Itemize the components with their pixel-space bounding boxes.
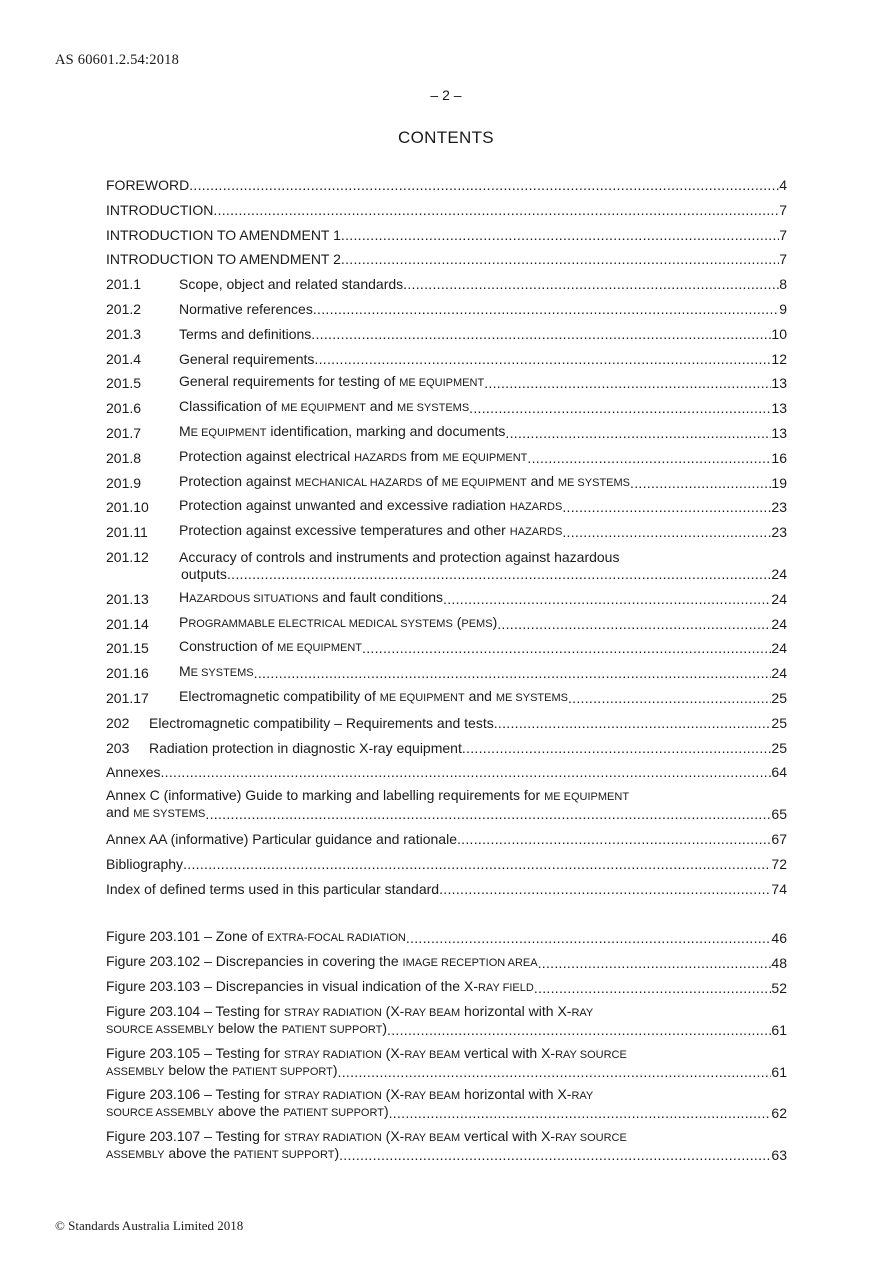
toc-text-part: Protection against excessive temperatures and other [179,522,510,539]
toc-text-part: Accuracy of controls and instruments and protection against hazardous [179,548,620,565]
page-title: CONTENTS [398,128,494,147]
toc-text-part: ROGRAMMABLE ELECTRICAL MEDICAL SYSTEMS [188,617,453,630]
toc-text-part: AZARDOUS SITUATIONS [189,592,319,605]
toc-text-part: vertical with X- [460,1128,556,1145]
toc-text-part: RAY [571,1090,594,1103]
toc-text-part: PATIENT SUPPORT [283,1107,384,1120]
toc-text-part: RAY BEAM [404,1090,461,1103]
toc-title [106,176,189,194]
toc-title [179,662,254,682]
toc-title [179,397,469,417]
toc-title [106,226,341,244]
toc-entry[interactable] [106,268,787,293]
toc-text-part: Scope, object and related standards [179,276,404,293]
toc-page-number: 13 [771,400,787,417]
toc-text-part: HAZARDS [509,526,563,539]
toc-page-number: 4 [779,177,787,193]
toc-entry[interactable] [106,732,787,757]
toc-text-part: horizontal with X- [460,1002,572,1019]
toc-title [106,1144,339,1164]
toc-text-part: ) [332,1061,338,1078]
toc-text-part: HAZARDS [354,451,407,464]
toc-title [179,325,311,343]
toc-text-part: P [179,613,189,630]
toc-dot-leader [189,176,779,194]
toc-text-part: (X- [381,1086,405,1103]
toc-text-part: (X- [381,1002,405,1019]
toc-text-part: STRAY RADIATION [283,1048,382,1061]
toc-dot-leader [562,523,771,541]
toc-text-part: from [406,447,443,464]
toc-dot-leader [341,250,779,268]
toc-text-part: above the [164,1145,234,1162]
toc-entry[interactable] [106,1039,787,1081]
toc-entry[interactable] [106,293,787,318]
toc-text-part: E SYSTEMS [190,667,254,680]
toc-dot-leader [462,739,772,757]
toc-entry[interactable] [106,442,787,467]
toc-text-part: below the [164,1061,233,1078]
toc-dot-leader [406,929,772,947]
toc-text-part: EXTRA-FOCAL RADIATION [267,932,406,945]
toc-text-part: ME SYSTEMS [397,402,470,415]
toc-dot-leader [213,201,779,219]
toc-entry[interactable] [106,194,787,219]
toc-page-number: 19 [771,474,787,491]
toc-entry[interactable] [106,972,787,997]
toc-text-part: HAZARDS [509,501,563,514]
toc-text-part: IMAGE RECEPTION AREA [402,957,538,970]
toc-text-part: ME SYSTEMS [495,691,568,704]
copyright-notice: © Standards Australia Limited 2018 [55,1218,244,1233]
toc-entry[interactable] [106,516,787,541]
toc-page-number: 7 [779,201,787,218]
toc-text-part: Protection against electrical [179,447,355,464]
toc-dot-leader [341,226,779,244]
toc-text-part: STRAY RADIATION [283,1006,382,1019]
toc-text-part: PATIENT SUPPORT [281,1023,383,1036]
toc-title [179,687,568,707]
toc-page-number: 24 [771,615,787,632]
toc-page-number: 61 [771,1063,787,1080]
toc-dot-leader [183,855,771,873]
toc-text-part: ) [383,1103,389,1120]
toc-dot-leader [497,615,771,633]
toc-dot-leader [494,714,772,732]
toc-text-part: and [365,398,398,415]
toc-entry[interactable] [106,657,787,682]
toc-title [106,880,439,898]
toc-dot-leader [457,830,771,848]
toc-section-number: 201.1 [106,276,142,293]
toc-title [106,1019,387,1039]
toc-page-number: 24 [771,565,787,582]
toc-text-part: ME EQUIPMENT [277,642,363,655]
toc-title [179,275,403,293]
toc-dot-leader [313,300,779,318]
toc-page-number: 7 [779,226,787,243]
toc-text-part: ME SYSTEMS [557,476,630,489]
toc-page-number: 12 [771,350,787,367]
toc-title [179,447,527,467]
toc-dot-leader [339,1146,771,1164]
toc-text-part: ME EQUIPMENT [280,402,366,415]
toc-text-part: below the [214,1019,282,1036]
toc-entry[interactable] [106,583,787,608]
toc-dot-leader [387,1021,771,1039]
toc-text-part: Annex AA (informative) Particular guidance and rationale [106,830,457,847]
toc-dot-leader [362,639,771,657]
toc-page-number: 7 [779,251,787,268]
toc-text-part: ME EQUIPMENT [379,691,465,704]
toc-section-number: 201.7 [106,424,142,441]
toc-text-part: and [464,687,496,704]
toc-section-number: 201.9 [106,474,142,491]
toc-text-part: ( [452,613,462,630]
toc-section-number: 201.11 [106,524,148,541]
toc-page-number: 61 [771,1021,787,1038]
toc-section-number: 201.12 [106,548,149,565]
toc-text-part: RAY BEAM [404,1048,461,1061]
toc-page-number: 25 [771,714,787,731]
toc-entry[interactable] [106,467,787,492]
toc-section-number: 203 [106,739,130,756]
toc-entry[interactable] [106,823,787,848]
toc-text-part: RAY BEAM [404,1132,461,1145]
toc-title [179,496,562,516]
toc-page-number: 72 [771,855,787,872]
toc-dot-leader [538,954,772,972]
toc-text-part: Index of defined terms used in this particular standard [106,880,440,897]
toc-text-part: ME EQUIPMENT [442,451,528,464]
toc-page-number: 13 [771,375,787,392]
toc-text-part: Construction of [179,638,278,655]
toc-dot-leader [469,399,771,417]
toc-text-part: FOREWORD [106,177,190,193]
toc-title [179,521,562,541]
toc-text-part: Protection against [179,472,295,489]
standard-id: AS 60601.2.54:2018 [55,52,180,68]
toc-text-part: H [179,588,190,605]
toc-section-number: 202 [106,714,130,731]
toc-entry[interactable] [106,997,787,1039]
toc-section-number: 201.3 [106,325,142,342]
toc-title [179,422,505,442]
toc-entry[interactable] [106,541,787,583]
toc-text-part: Figure 203.105 – Testing for [106,1044,284,1061]
toc-text-part: PEMS [461,617,493,630]
toc-text-part: Bibliography [106,855,184,872]
toc-text-part: ) [382,1019,388,1036]
toc-page-number: 9 [779,300,787,317]
toc-text-part: Figure 203.107 – Testing for [106,1128,284,1145]
toc-dot-leader [527,449,771,467]
toc-text-part: E EQUIPMENT [190,426,267,439]
toc-entry[interactable] [106,244,787,269]
toc-text-part: Figure 203.104 – Testing for [106,1002,284,1019]
toc-title [106,952,538,972]
toc-dot-leader [443,590,771,608]
toc-entry[interactable] [106,682,787,707]
toc-page-number: 23 [771,524,787,541]
toc-text-part: SOURCE ASSEMBLY [106,1107,214,1120]
toc-text-part: General requirements for testing of [179,373,400,390]
toc-title [179,350,314,368]
toc-dot-leader [254,664,772,682]
toc-page-number: 65 [771,806,787,823]
toc-entry[interactable] [106,176,787,194]
toc-title [106,1102,389,1122]
toc-spacer [106,898,787,923]
toc-page-number: 10 [771,325,787,342]
toc-entry[interactable] [106,392,787,417]
toc-title [106,977,534,997]
toc-text-part: MECHANICAL HAZARDS [294,476,423,489]
toc-dot-leader [534,979,772,997]
toc-text-part: RAY [571,1006,594,1019]
toc-page-number: 25 [771,739,787,756]
toc-page-number: 13 [771,424,787,441]
toc-entry[interactable] [106,873,787,898]
toc-text-part: and [526,472,558,489]
toc-text-part: Figure 203.101 – Zone of [106,928,268,945]
toc-page-number: 24 [771,590,787,607]
toc-text-part: horizontal with X- [460,1086,572,1103]
toc-entry[interactable] [106,219,787,244]
toc-text-part: Figure 203.106 – Testing for [106,1086,284,1103]
toc-text-part: Electromagnetic compatibility – Requirements and tests [149,714,494,731]
toc-section-number: 201.10 [106,499,149,516]
toc-dot-leader [505,424,771,442]
toc-text-part: STRAY RADIATION [283,1132,382,1145]
toc-text-part: INTRODUCTION [106,201,214,218]
toc-section-number: 201.14 [106,615,149,632]
toc-entry[interactable] [106,343,787,368]
toc-entry[interactable] [106,492,787,517]
toc-text-part: PATIENT SUPPORT [232,1065,333,1078]
toc-title [179,472,630,492]
toc-text-part: and [106,804,134,821]
toc-text-part: INTRODUCTION TO AMENDMENT 2 [106,251,341,268]
toc-text-part: STRAY RADIATION [283,1090,382,1103]
toc-title [106,830,457,848]
toc-section-number: 201.17 [106,689,149,706]
toc-text-part: M [179,422,191,439]
toc-page-number: 25 [771,689,787,706]
page-number: – 2 – [430,87,462,103]
toc-title [179,588,443,608]
toc-dot-leader [484,374,771,392]
toc-dot-leader [311,325,771,343]
toc-text-part: of [422,472,442,489]
toc-title [106,201,213,219]
toc-entry[interactable] [106,947,787,972]
toc-dot-leader [439,880,771,898]
toc-text-part: SOURCE ASSEMBLY [106,1023,214,1036]
toc-text-part: RAY SOURCE [555,1132,627,1145]
toc-text-part: ) [492,613,498,630]
toc-text-part: and fault conditions [318,588,444,605]
toc-text-part: PATIENT SUPPORT [233,1149,335,1162]
toc-section-number: 201.16 [106,665,149,682]
toc-title [106,250,341,268]
toc-text-part: ) [334,1145,340,1162]
toc-section-number: 201.6 [106,400,142,417]
toc-dot-leader [338,1063,772,1081]
toc-text-part: Normative references [179,300,313,317]
toc-page-number: 24 [771,665,787,682]
toc-entry[interactable] [106,608,787,633]
toc-title [149,714,494,732]
toc-entry[interactable] [106,707,787,732]
toc-title [179,548,619,566]
toc-page-number: 74 [771,880,787,897]
toc-dot-leader [314,350,771,368]
toc-page-number: 63 [771,1147,787,1164]
toc-dot-leader [568,689,771,707]
toc-text-part: RAY BEAM [404,1006,461,1019]
toc-dot-leader [403,275,779,293]
toc-title [181,565,227,583]
toc-text-part: M [179,663,191,680]
toc-dot-leader [160,763,771,781]
toc-entry[interactable] [106,633,787,658]
toc-entry[interactable] [106,781,787,823]
toc-text-part: Annexes [106,764,161,781]
table-of-contents [106,176,787,1164]
toc-title [149,739,462,757]
toc-text-part: Electromagnetic compatibility of [179,687,380,704]
toc-text-part: Figure 203.102 – Discrepancies in covering the [106,953,403,970]
toc-text-part: Radiation protection in diagnostic X-ray equipment [149,739,462,756]
toc-text-part: Figure 203.103 – Discrepancies in visual indication of the X- [106,977,478,994]
toc-entry[interactable] [106,923,787,948]
toc-entry[interactable] [106,318,787,343]
toc-page-number: 46 [771,930,787,947]
toc-text-part: (X- [381,1044,405,1061]
toc-text-part: ASSEMBLY [106,1149,165,1162]
toc-text-part: identification, marking and documents [266,422,506,439]
toc-text-part: ASSEMBLY [106,1065,165,1078]
toc-page-number: 8 [779,276,787,293]
toc-section-number: 201.2 [106,300,142,317]
toc-title [106,1061,338,1081]
toc-dot-leader [205,805,771,823]
toc-page-number: 64 [771,764,787,781]
toc-entry[interactable] [106,757,787,782]
toc-text-part: ME EQUIPMENT [399,377,485,390]
toc-section-number: 201.8 [106,449,142,466]
toc-text-part: RAY SOURCE [555,1048,627,1061]
toc-title [179,637,362,657]
toc-dot-leader [389,1104,772,1122]
toc-section-number: 201.4 [106,350,142,367]
toc-page-number: 23 [771,499,787,516]
toc-entry[interactable] [106,1122,787,1164]
toc-text-part: above the [214,1103,284,1120]
toc-dot-leader [562,498,771,516]
toc-title [106,927,406,947]
toc-entry[interactable] [106,1081,787,1123]
toc-text-part: General requirements [179,350,315,367]
toc-title [106,855,183,873]
toc-dot-leader [227,565,771,583]
toc-section-number: 201.5 [106,375,142,392]
toc-text-part: Protection against unwanted and excessive radiation [179,497,510,514]
toc-page-number: 67 [771,830,787,847]
toc-section-number: 201.13 [106,590,149,607]
toc-page-number: 48 [771,955,787,972]
toc-text-part: (X- [381,1128,405,1145]
toc-entry[interactable] [106,417,787,442]
toc-text-part: ME SYSTEMS [133,808,206,821]
toc-title [179,372,484,392]
toc-title [179,613,497,633]
toc-text-part: ME EQUIPMENT [441,476,527,489]
toc-page-number: 16 [771,449,787,466]
toc-text-part: Classification of [179,398,281,415]
toc-text-part: outputs [181,565,227,582]
toc-title [179,300,313,318]
toc-dot-leader [630,474,771,492]
toc-entry[interactable] [106,368,787,393]
toc-title [106,803,205,823]
toc-text-part: vertical with X- [460,1044,556,1061]
toc-text-part: ME EQUIPMENT [544,791,630,804]
toc-text-part: RAY FIELD [477,981,534,994]
toc-text-part: Annex C (informative) Guide to marking and labelling requirements for [106,787,545,804]
toc-entry[interactable] [106,848,787,873]
toc-page-number: 62 [771,1105,787,1122]
toc-section-number: 201.15 [106,640,149,657]
toc-page-number: 52 [771,979,787,996]
toc-page-number: 24 [771,640,787,657]
toc-text-part: Terms and definitions [179,325,312,342]
toc-title [106,763,160,781]
toc-text-part: INTRODUCTION TO AMENDMENT 1 [106,226,341,243]
